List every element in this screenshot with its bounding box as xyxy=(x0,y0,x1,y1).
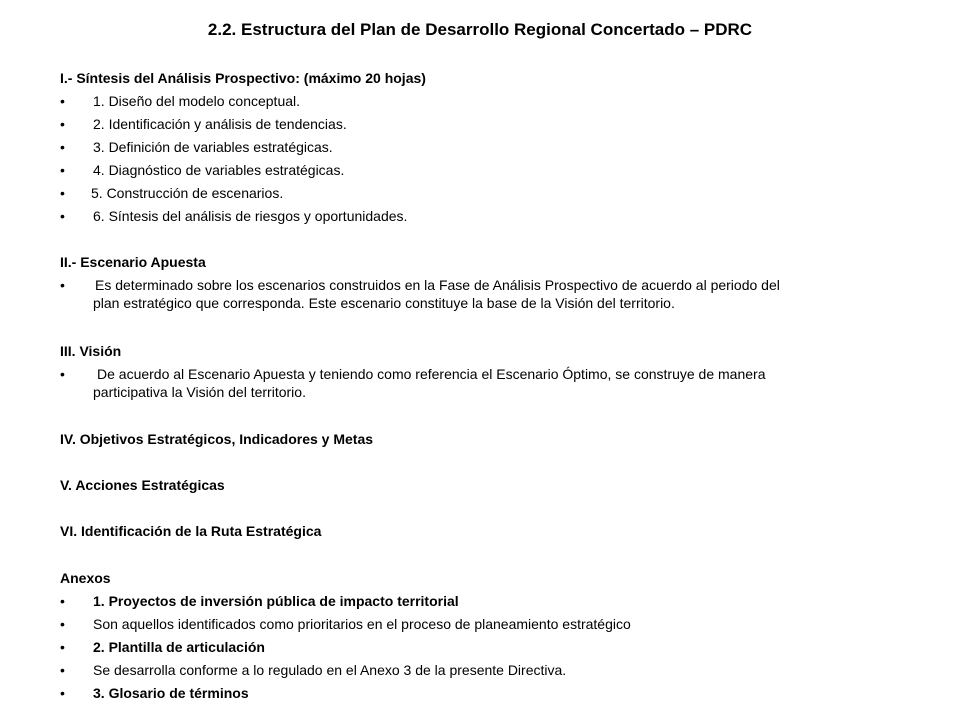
list-item xyxy=(60,638,820,656)
annexes-heading: Anexos xyxy=(60,570,111,586)
list-item xyxy=(60,615,820,633)
section-4-heading: IV. Objetivos Estratégicos, Indicadores y Metas xyxy=(60,431,374,447)
section-5-heading: V. Acciones Estratégicas xyxy=(60,477,225,493)
bullet-icon: • xyxy=(60,685,65,701)
list-item xyxy=(60,115,820,133)
list-item-text: 1. Diseño del modelo conceptual. xyxy=(93,93,301,109)
bullet-icon: • xyxy=(60,139,65,155)
list-item-text: 5. Construcción de escenarios. xyxy=(91,185,284,201)
list-item xyxy=(60,365,820,401)
list-item-text-line-2: participativa la Visión del territorio. xyxy=(93,384,306,400)
list-item xyxy=(60,592,820,610)
list-item-text: 4. Diagnóstico de variables estratégicas. xyxy=(93,162,345,178)
list-item xyxy=(60,684,820,702)
bullet-icon: • xyxy=(60,639,65,655)
list-item xyxy=(60,184,820,202)
section-6-heading: VI. Identificación de la Ruta Estratégica xyxy=(60,523,322,539)
list-item xyxy=(60,161,820,179)
bullet-icon: • xyxy=(60,162,65,178)
bullet-icon: • xyxy=(60,662,65,678)
list-item xyxy=(60,276,820,312)
list-item-text-line-2: plan estratégico que corresponda. Este escenario constituye la base de la Visión del territorio. xyxy=(93,295,675,311)
page-title: 2.2. Estructura del Plan de Desarrollo Regional Concertado – PDRC xyxy=(207,20,753,39)
section-2-heading: II.- Escenario Apuesta xyxy=(60,254,206,270)
bullet-icon: • xyxy=(60,277,65,293)
list-item-text: 3. Glosario de términos xyxy=(93,685,249,701)
list-item-text: Se desarrolla conforme a lo regulado en el Anexo 3 de la presente Directiva. xyxy=(93,662,567,678)
list-item-text: 6. Síntesis del análisis de riesgos y oportunidades. xyxy=(93,208,408,224)
bullet-icon: • xyxy=(60,208,65,224)
list-item-text-line-1: Es determinado sobre los escenarios construidos en la Fase de Análisis Prospectivo de acuerdo al periodo del xyxy=(95,277,780,293)
list-item xyxy=(60,207,820,225)
list-item xyxy=(60,661,820,679)
list-item-text: 3. Definición de variables estratégicas. xyxy=(93,139,333,155)
bullet-icon: • xyxy=(60,593,65,609)
list-item-text: 2. Plantilla de articulación xyxy=(93,639,265,655)
bullet-icon: • xyxy=(60,616,65,632)
list-item xyxy=(60,138,820,156)
section-1-heading: I.- Síntesis del Análisis Prospectivo: (máximo 20 hojas) xyxy=(60,70,426,86)
list-item-text-line-1: De acuerdo al Escenario Apuesta y teniendo como referencia el Escenario Óptimo, se construye de manera xyxy=(97,366,766,382)
list-item-text: Son aquellos identificados como prioritarios en el proceso de planeamiento estratégico xyxy=(93,616,631,632)
list-item-text: 2. Identificación y análisis de tendencias. xyxy=(93,116,347,132)
bullet-icon: • xyxy=(60,185,65,201)
bullet-icon: • xyxy=(60,116,65,132)
list-item xyxy=(60,92,820,110)
bullet-icon: • xyxy=(60,93,65,109)
section-3-heading: III. Visión xyxy=(60,343,122,359)
bullet-icon: • xyxy=(60,366,65,382)
list-item-text: 1. Proyectos de inversión pública de impacto territorial xyxy=(93,593,459,609)
